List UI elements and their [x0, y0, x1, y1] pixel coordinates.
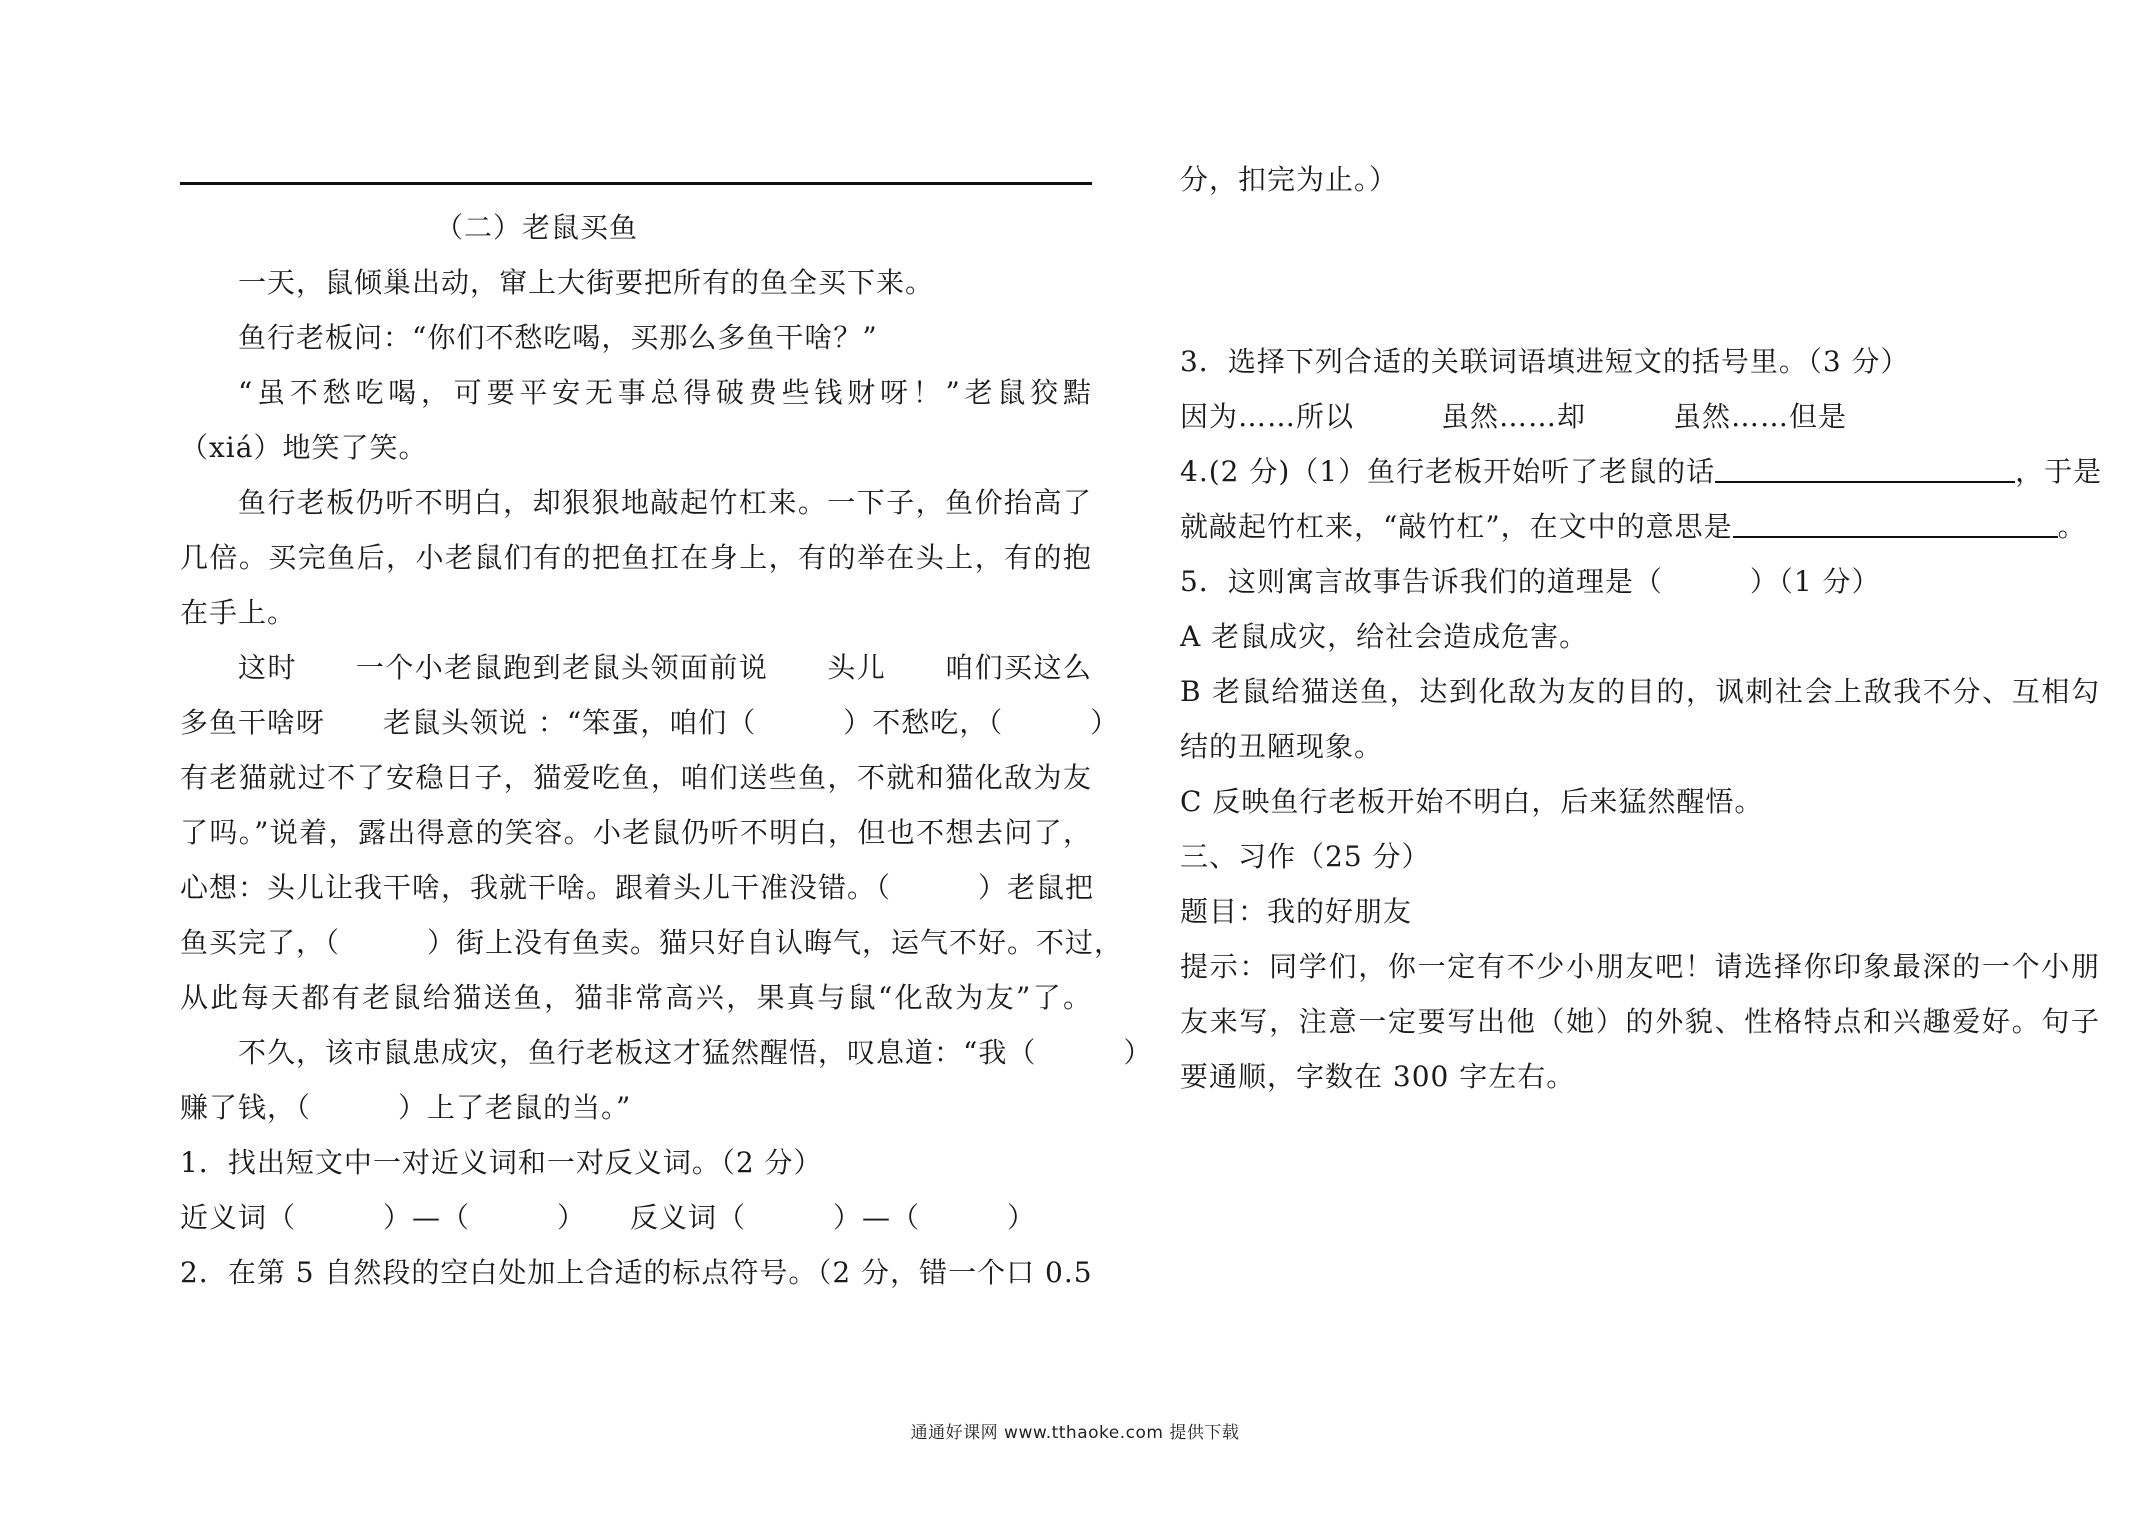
paragraph-1: 一天，鼠倾巢出动，窜上大街要把所有的鱼全买下来。	[238, 266, 935, 299]
question-1: 1．找出短文中一对近义词和一对反义词。（2 分）	[180, 1146, 823, 1179]
question-4-text-b: ，于是	[2015, 455, 2103, 488]
paragraph-5-line-5: 心想：头儿让我干啥，我就干啥。跟着头儿干准没错。（ ）老鼠把	[180, 871, 1095, 904]
essay-hint-line-2: 友来写，注意一定要写出他（她）的外貌、性格特点和兴趣爱好。句子	[1180, 1005, 2100, 1038]
question-3: 3．选择下列合适的关联词语填进短文的括号里。（3 分）	[1180, 345, 1910, 378]
paragraph-4-line-1: 鱼行老板仍听不明白，却狠狠地敲起竹杠来。一下子，鱼价抬高了	[238, 486, 1092, 519]
question-4-text-d: 。	[2057, 510, 2087, 543]
section-title: （二）老鼠买鱼	[435, 211, 639, 244]
essay-hint-line-1: 提示：同学们，你一定有不少小朋友吧！请选择你印象最深的一个小朋	[1180, 950, 2100, 983]
question-4-line-1	[1180, 444, 2103, 499]
paragraph-5-line-6: 鱼买完了，（ ）街上没有鱼卖。猫只好自认晦气，运气不好。不过，	[180, 926, 1124, 959]
right-column	[1180, 152, 2103, 1104]
question-4-text-c: 就敲起竹杠来，“敲竹杠”，在文中的意思是	[1180, 510, 1733, 543]
question-5-option-c: C 反映鱼行老板开始不明白，后来猛然醒悟。	[1180, 785, 1764, 818]
question-5-option-a: A 老鼠成灾，给社会造成危害。	[1180, 620, 1589, 653]
question-4-line-2	[1180, 499, 2100, 554]
paragraph-3-line-2: （xiá）地笑了笑。	[180, 431, 428, 464]
paragraph-5-line-1: 这时 一个小老鼠跑到老鼠头领面前说 头儿 咱们买这么	[238, 651, 1092, 684]
paragraph-6-line-1: 不久，该市鼠患成灾，鱼行老板这才猛然醒悟，叹息道：“我（ ）	[238, 1036, 1153, 1069]
left-column	[180, 200, 1153, 1300]
paragraph-3-line-1: “虽不愁吃喝，可要平安无事总得破费些钱财呀！”老鼠狡黠	[238, 376, 1092, 409]
paragraph-5-line-2: 多鱼干啥呀 老鼠头领说 ：“笨蛋，咱们（ ）不愁吃，（ ）	[180, 706, 1120, 739]
top-rule-divider	[180, 182, 1092, 185]
question-3-options: 因为……所以 虽然……却 虽然……但是	[1180, 400, 1848, 433]
footer-credit: 通通好课网 www.tthaoke.com 提供下载	[910, 1423, 1240, 1443]
paragraph-4-line-2: 几倍。买完鱼后，小老鼠们有的把鱼扛在身上，有的举在头上，有的抱	[180, 541, 1092, 574]
question-4-text-a: 4.(2 分)（1）鱼行老板开始听了老鼠的话	[1180, 455, 1716, 488]
question-2-continued: 分，扣完为止。）	[1180, 163, 1399, 196]
paragraph-6-line-2: 赚了钱，（ ）上了老鼠的当。”	[180, 1091, 632, 1124]
question-5: 5．这则寓言故事告诉我们的道理是（ ）（1 分）	[1180, 565, 1881, 598]
paragraph-2: 鱼行老板问：“你们不愁吃喝，买那么多鱼干啥？”	[238, 321, 878, 354]
answer-blank-1[interactable]	[1715, 451, 2015, 483]
section-3-heading: 三、习作（25 分）	[1180, 840, 1431, 873]
answer-blank-2[interactable]	[1733, 506, 2058, 538]
question-1-blanks: 近义词（ ）—（ ） 反义词（ ）—（ ）	[180, 1201, 1037, 1234]
paragraph-4-line-3: 在手上。	[180, 596, 297, 629]
question-5-option-b-line-1: B 老鼠给猫送鱼，达到化敌为友的目的，讽刺社会上敌我不分、互相勾	[1180, 675, 2100, 708]
paragraph-5-line-3: 有老猫就过不了安稳日子，猫爱吃鱼，咱们送些鱼，不就和猫化敌为友	[180, 761, 1092, 794]
question-2: 2．在第 5 自然段的空白处加上合适的标点符号。（2 分，错一个口 0.5	[180, 1256, 1093, 1289]
essay-title: 题目：我的好朋友	[1180, 895, 1413, 928]
essay-hint-line-3: 要通顺，字数在 300 字左右。	[1180, 1060, 1576, 1093]
paragraph-5-line-7: 从此每天都有老鼠给猫送鱼，猫非常高兴，果真与鼠“化敌为友”了。	[180, 981, 1092, 1014]
paragraph-5-line-4: 了吗。”说着，露出得意的笑容。小老鼠仍听不明白，但也不想去问了，	[180, 816, 1092, 849]
question-5-option-b-line-2: 结的丑陋现象。	[1180, 730, 1384, 763]
spacer	[1180, 207, 2100, 334]
